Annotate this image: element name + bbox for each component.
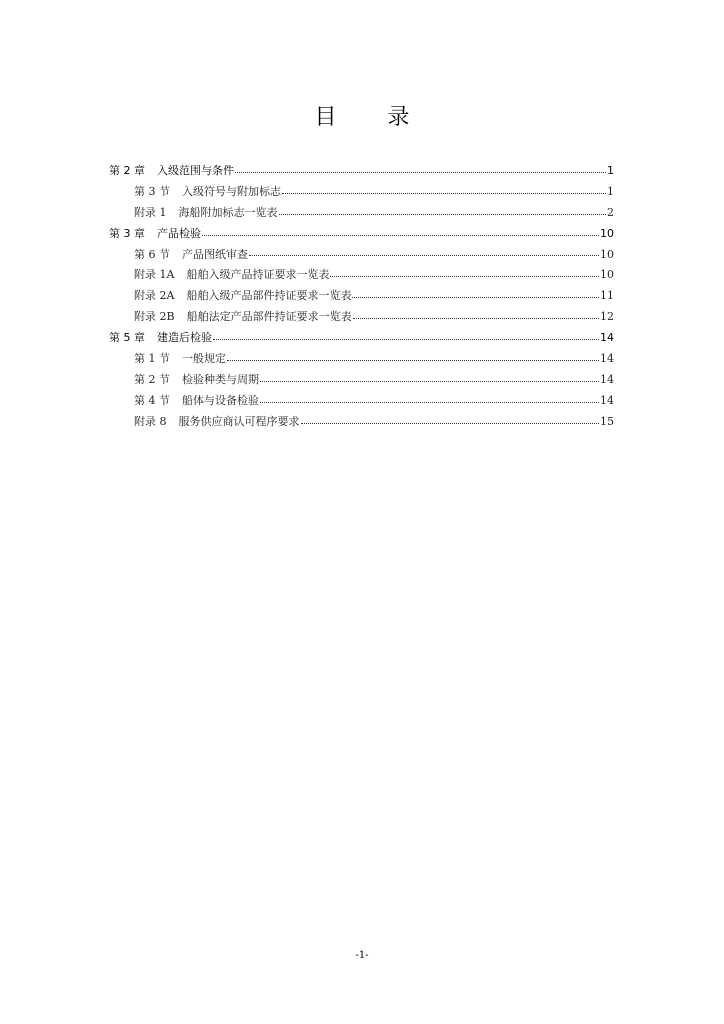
toc-dot-leader xyxy=(260,380,599,382)
toc-section-entry[interactable] xyxy=(109,412,614,433)
toc-entry-prefix: 附录 2B xyxy=(134,310,175,324)
toc-entry-page: 1 xyxy=(607,184,614,198)
page-title: 目 录 xyxy=(314,105,432,130)
toc-section-entry[interactable] xyxy=(109,349,614,370)
toc-entry-title: 船体与设备检验 xyxy=(182,393,259,407)
toc-entry-title: 产品检验 xyxy=(157,226,201,240)
toc-entry-title: 船舶入级产品持证要求一览表 xyxy=(186,268,330,282)
toc-entry-title: 建造后检验 xyxy=(157,331,212,345)
toc-entry-prefix: 第 4 节 xyxy=(134,393,170,407)
toc-entry-prefix: 第 6 节 xyxy=(134,247,170,261)
toc-section-entry[interactable] xyxy=(109,307,614,328)
toc-entry-title: 产品图纸审查 xyxy=(182,247,248,261)
toc-dot-leader xyxy=(282,192,606,194)
toc-chapter-entry[interactable] xyxy=(109,161,614,182)
toc-dot-leader xyxy=(353,317,599,319)
toc-entry-page: 2 xyxy=(607,205,614,219)
toc-entry-title: 船舶法定产品部件持证要求一览表 xyxy=(186,310,352,324)
toc-dot-leader xyxy=(279,213,607,215)
toc-dot-leader xyxy=(330,275,599,277)
page-number: -1- xyxy=(355,950,369,961)
toc-dot-leader xyxy=(202,234,599,236)
toc-section-entry[interactable] xyxy=(109,182,614,203)
toc-entry-page: 10 xyxy=(600,226,614,240)
toc-entry-page: 14 xyxy=(600,331,614,345)
toc-entry-page: 14 xyxy=(600,372,614,386)
toc-entry-prefix: 第 5 章 xyxy=(109,331,145,345)
toc-entry-title: 服务供应商认可程序要求 xyxy=(178,414,300,428)
toc-entry-page: 15 xyxy=(600,414,614,428)
toc-entry-prefix: 第 3 章 xyxy=(109,226,145,240)
toc-dot-leader xyxy=(249,254,599,256)
toc-entry-prefix: 第 1 节 xyxy=(134,352,170,366)
toc-entry-title: 入级符号与附加标志 xyxy=(182,184,281,198)
toc-dot-leader xyxy=(213,338,599,340)
toc-entry-page: 14 xyxy=(600,393,614,407)
toc-dot-leader xyxy=(301,422,600,424)
toc-dot-leader xyxy=(227,359,599,361)
toc-section-entry[interactable] xyxy=(109,265,614,286)
toc-section-entry[interactable] xyxy=(109,245,614,266)
toc-dot-leader xyxy=(352,296,599,298)
toc-dot-leader xyxy=(260,401,599,403)
toc-entry-title: 检验种类与周期 xyxy=(182,372,259,386)
toc-entry-prefix: 第 2 节 xyxy=(134,372,170,386)
toc-entry-title: 入级范围与条件 xyxy=(157,164,234,177)
toc-entry-page: 10 xyxy=(600,268,614,282)
toc-entry-page: 12 xyxy=(600,310,614,324)
toc-section-entry[interactable] xyxy=(109,391,614,412)
toc-section-entry[interactable] xyxy=(109,370,614,391)
toc-entry-page: 11 xyxy=(600,289,614,303)
toc-entry-title: 一般规定 xyxy=(182,352,226,366)
toc-entry-prefix: 第 3 节 xyxy=(134,184,170,198)
toc-dot-leader xyxy=(235,171,606,173)
toc-entry-prefix: 第 2 章 xyxy=(109,164,145,177)
table-of-contents xyxy=(109,161,614,433)
toc-entry-title: 船舶入级产品部件持证要求一览表 xyxy=(186,289,352,303)
toc-entry-page: 1 xyxy=(607,164,614,177)
toc-entry-page: 10 xyxy=(600,247,614,261)
toc-entry-page: 14 xyxy=(600,352,614,366)
toc-entry-prefix: 附录 1 xyxy=(134,205,167,219)
toc-entry-prefix: 附录 2A xyxy=(134,289,175,303)
toc-entry-prefix: 附录 8 xyxy=(134,414,167,428)
toc-section-entry[interactable] xyxy=(109,286,614,307)
toc-chapter-entry[interactable] xyxy=(109,328,614,349)
toc-entry-prefix: 附录 1A xyxy=(134,268,175,282)
toc-section-entry[interactable] xyxy=(109,203,614,224)
toc-chapter-entry[interactable] xyxy=(109,224,614,245)
toc-entry-title: 海船附加标志一览表 xyxy=(178,205,278,219)
